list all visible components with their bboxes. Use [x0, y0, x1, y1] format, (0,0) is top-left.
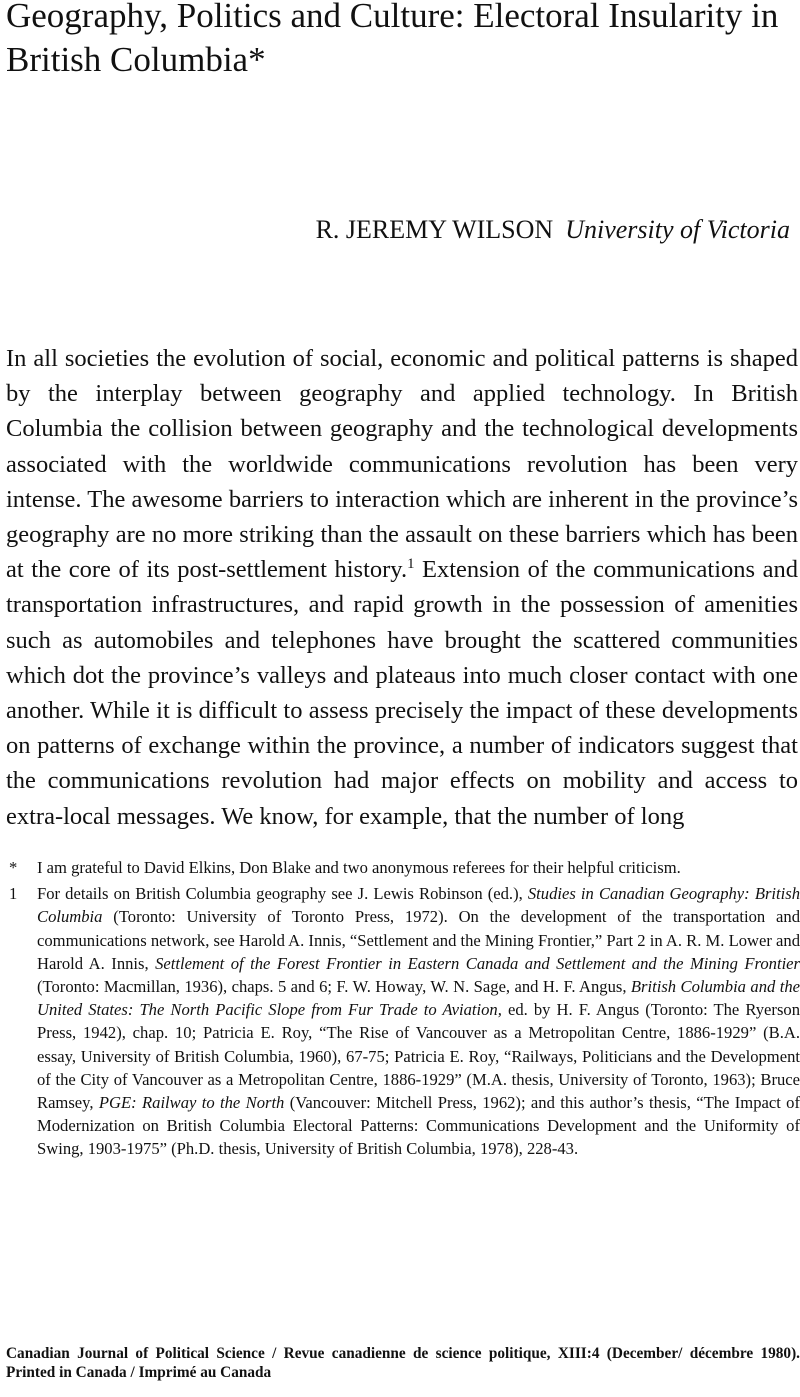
footnote-1-text-3: (Toronto: Macmillan, 1936), chaps. 5 and 6; F. W. Howay, W. N. Sage, and H. F. Angus, — [37, 977, 631, 997]
footnote-1-text-1: For details on British Columbia geography see J. Lewis Robinson (ed.), — [37, 884, 528, 904]
footnote-marker-1: 1 — [9, 884, 18, 904]
footnote-marker-star: * — [9, 858, 18, 877]
footnote-1-title-4: PGE: Railway to the North — [98, 1093, 285, 1113]
footnote-1-title-3: British Columbia and the United States: The North Pacific Slope from Fur Trade to Aviation, — [37, 977, 800, 1020]
author-name: R. JEREMY WILSON — [315, 215, 554, 244]
journal-citation: Canadian Journal of Political Science / Revue canadienne de science politique, XIII:4 (December/ décembre 1980). Printed in Canada / Imprimé au Canada — [6, 1345, 800, 1381]
footnote-star-text: I am grateful to David Elkins, Don Blake and two anonymous referees for their helpful criticism. — [37, 858, 681, 877]
article-title: Geography, Politics and Culture: Electoral Insularity in British Columbia* — [6, 0, 779, 79]
footnote-reference-1: 1 — [407, 556, 415, 573]
body-text-part-1: In all societies the evolution of social, economic and political patterns is shaped by the interplay between geography and applied technology. In British Columbia the collision between geography and the technological developments associated with the worldwide communications revolution has been very intense. The awesome barriers to interaction which are inherent in the province’s geography are no more striking than the assault on these barriers which has been at the core of its post-settlement history. — [6, 345, 798, 584]
body-text-part-2: Extension of the communications and transportation infrastructures, and rapid growth in the possession of amenities such as automobiles and telephones have brought the scattered communities which dot the province’s valleys and plateaus into much closer contact with one another. While it is difficult to assess precisely the impact of these developments on patterns of exchange within the province, a number of indicators suggest that the communications revolution had major effects on mobility and access to extra-local messages. We know, for example, that the number of long — [6, 556, 799, 830]
footnote-1 — [6, 882, 800, 1160]
author-affiliation: University of Victoria — [565, 215, 790, 244]
footnotes — [6, 856, 800, 1161]
footnote-1-text-4: ed. by H. F. Angus (Toronto: The Ryerson Press, 1942), chap. 10; Patricia E. Roy, “The Rise of Vancouver as a Metropolitan Centre, 1886-1929” (B.A. essay, University of British Columbia, 1960), 67-75; Patricia E. Roy, “Railways, Politicians and the Development of the City of Vancouver as a Metropolitan Centre, 1886-1929” (M.A. thesis, University of Toronto, 1963); Bruce Ramsey, — [37, 1000, 800, 1113]
footnote-1-text-2: (Toronto: University of Toronto Press, 1972). On the development of the transportation and communications network, see Harold A. Innis, “Settlement and the Mining Frontier,” Part 2 in A. R. M. Lower and Harold A. Innis, — [37, 907, 800, 973]
body-paragraph — [6, 341, 798, 834]
footnote-1-text-5: (Vancouver: Mitchell Press, 1962); and this author’s thesis, “The Impact of Modernization on British Columbia Electoral Patterns: Communications Development and the Uniformity of Swing, 1903-1975” (Ph.D. thesis, University of British Columbia, 1978), 228-43. — [37, 1093, 800, 1159]
footnote-1-title-2: Settlement of the Forest Frontier in Eastern Canada and Settlement and the Mining Frontier — [155, 953, 800, 973]
footnote-star — [6, 856, 800, 879]
footnote-1-title-1: Studies in Canadian Geography: British Columbia — [37, 884, 800, 927]
byline — [316, 215, 790, 245]
